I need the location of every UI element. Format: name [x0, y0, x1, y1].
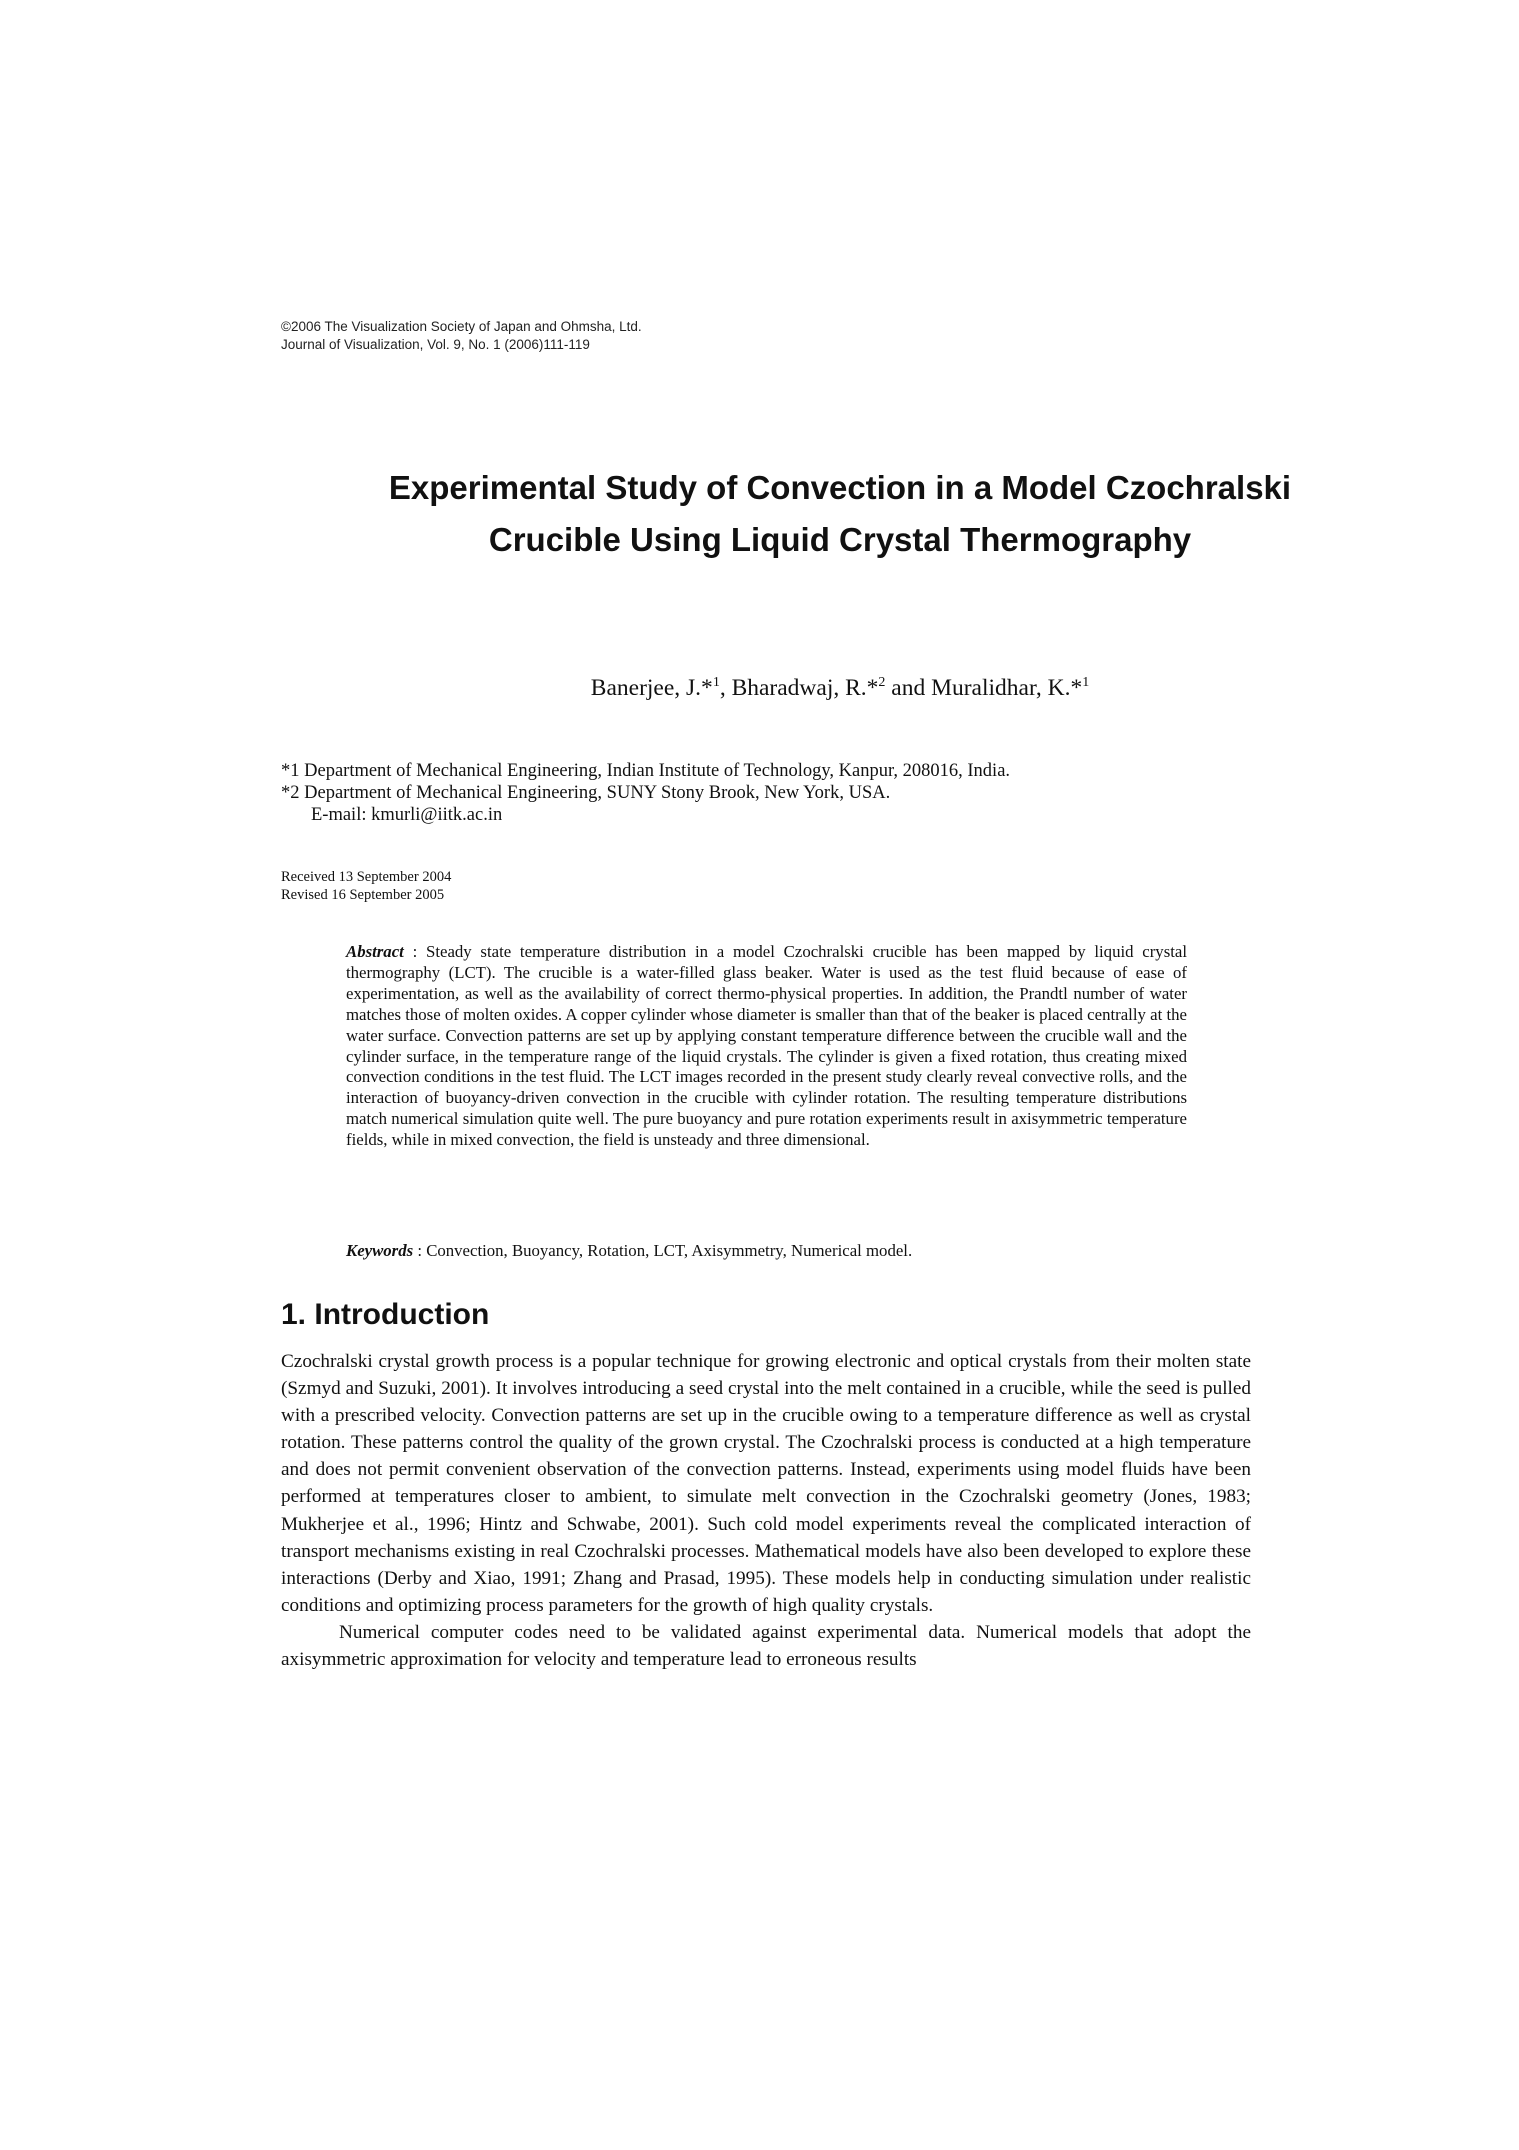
- received-date: Received 13 September 2004: [281, 869, 452, 885]
- author-1-affil-mark: 1: [712, 675, 720, 690]
- submission-dates: [281, 868, 451, 904]
- contact-email: E-mail: kmurli@iitk.ac.in: [311, 805, 503, 825]
- title-line-1: Experimental Study of Convection in a Model Czochralski: [388, 469, 1292, 506]
- abstract-text: Steady state temperature distribution in a model Czochralski crucible has been mapped by liquid crystal thermography (LCT). The crucible is a water-filled glass beaker. Water is used as the test fluid because of ease of experimentation, as well as the availability of correct thermo-physical properties. In addition, the Prandtl number of water matches those of molten oxides. A copper cylinder whose diameter is smaller than that of the beaker is placed centrally at the water surface. Convection patterns are set up by applying constant temperature difference between the crucible wall and the cylinder surface, in the temperature range of the liquid crystals. The cylinder is given a fixed rotation, thus creating mixed convection conditions in the test fluid. The LCT images recorded in the present study clearly reveal convective rolls, and the interaction of buoyancy-driven convection in the crucible with cylinder rotation. The resulting temperature distributions match numerical simulation quite well. The pure buoyancy and pure rotation experiments result in axisymmetric temperature fields, while in mixed convection, the field is unsteady and three dimensional.: [346, 942, 1187, 1150]
- affiliation-1: *1 Department of Mechanical Engineering, Indian Institute of Technology, Kanpur, 208016, India.: [281, 761, 1011, 781]
- keywords: [346, 1240, 1246, 1262]
- title-line-2: Crucible Using Liquid Crystal Thermography: [488, 521, 1192, 558]
- author-2-affil-mark: 2: [878, 675, 886, 690]
- abstract: [346, 942, 1187, 1151]
- copyright-line: ©2006 The Visualization Society of Japan and Ohmsha, Ltd.: [281, 319, 642, 334]
- keywords-separator: :: [413, 1241, 427, 1260]
- paper-title: [200, 462, 1480, 566]
- introduction-body: [281, 1348, 1251, 1673]
- keywords-text: Convection, Buoyancy, Rotation, LCT, Axisymmetry, Numerical model.: [426, 1241, 913, 1260]
- author-list: [200, 668, 1480, 703]
- abstract-separator: :: [403, 942, 426, 961]
- author-2: , Bharadwaj, R.*: [719, 674, 879, 701]
- abstract-label: Abstract: [346, 942, 404, 961]
- author-3: and Muralidhar, K.*: [885, 674, 1083, 701]
- journal-citation: Journal of Visualization, Vol. 9, No. 1 (2006)111-119: [281, 337, 590, 352]
- author-1: Banerjee, J.*: [590, 674, 713, 701]
- keywords-label: Keywords: [346, 1241, 414, 1260]
- affiliation-2: *2 Department of Mechanical Engineering, SUNY Stony Brook, New York, USA.: [281, 783, 891, 803]
- section-heading-introduction: 1. Introduction: [281, 1298, 490, 1331]
- copyright-header: [281, 318, 642, 354]
- revised-date: Revised 16 September 2005: [281, 887, 445, 903]
- affiliations: [281, 760, 1010, 826]
- introduction-paragraph-2: Numerical computer codes need to be validated against experimental data. Numerical models that adopt the axisymmetric approximation for velocity and temperature lead to erroneous results: [281, 1621, 1251, 1671]
- introduction-paragraph-1: Czochralski crystal growth process is a popular technique for growing electronic and optical crystals from their molten state (Szmyd and Suzuki, 2001). It involves introducing a seed crystal into the melt contained in a crucible, while the seed is pulled with a prescribed velocity. Convection patterns are set up in the crucible owing to a temperature difference as well as crystal rotation. These patterns control the quality of the grown crystal. The Czochralski process is conducted at a high temperature and does not permit convenient observation of the convection patterns. Instead, experiments using model fluids have been performed at temperatures closer to ambient, to simulate melt convection in the Czochralski geometry (Jones, 1983; Mukherjee et al., 1996; Hintz and Schwabe, 2001). Such cold model experiments reveal the complicated interaction of transport mechanisms existing in real Czochralski processes. Mathematical models have also been developed to explore these interactions (Derby and Xiao, 1991; Zhang and Prasad, 1995). These models help in conducting simulation under realistic conditions and optimizing process parameters for the growth of high quality crystals.: [281, 1351, 1251, 1616]
- author-3-affil-mark: 1: [1082, 675, 1090, 690]
